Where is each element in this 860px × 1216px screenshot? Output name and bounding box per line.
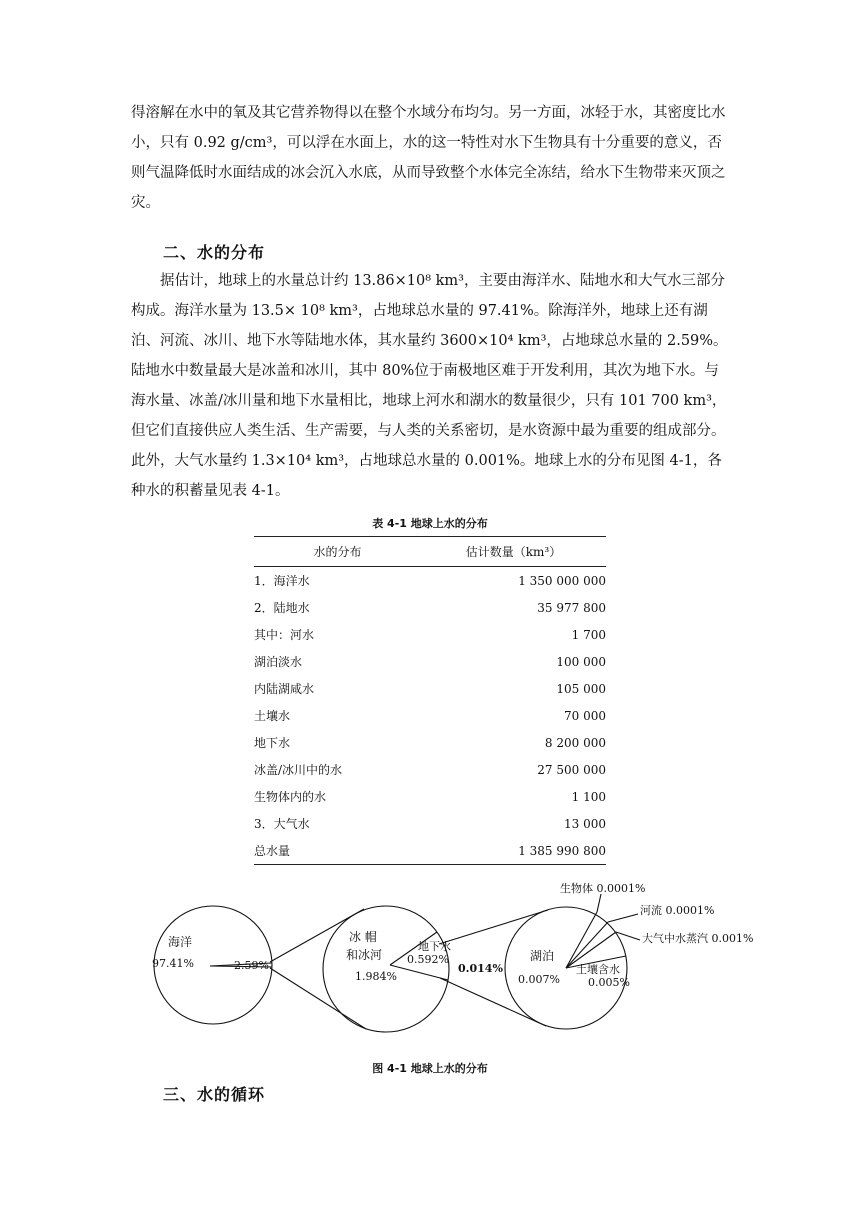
table-row <box>254 810 606 837</box>
atmospheric-water-label: 大气中水蒸汽 0.001% <box>642 932 754 945</box>
water-distribution-diagram <box>0 870 860 1050</box>
river-water-label: 河流 0.0001% <box>640 904 715 917</box>
row-label: 2．陆地水 <box>254 601 310 615</box>
soil-water-label: 土壤含水 <box>576 963 620 976</box>
lake-percent: 0.007% <box>518 973 560 986</box>
leader-line <box>597 894 601 912</box>
icecap-percent: 1.984% <box>355 970 397 983</box>
table-row <box>254 567 606 595</box>
distribution-paragraph: 据估计，地球上的水量总计约 13.86×10⁸ km³，主要由海洋水、陆地水和大气水三部分构成。海洋水量为 13.5× 10⁸ km³，占地球总水量的 97.41%。除海洋外，地球上还有湖泊、河流、冰川、地下水等陆地水体，其水量约 3600×10⁴ km³，占地球总水量的 2.59%。陆地水中数量最大是冰盖和冰川，其中 80%位于南极地区难于开发利用，其次为地下水。与海水量、冰盖/冰川量和地下水量相比，地球上河水和湖水的数量很少，只有 101 700 km³，但它们直接供应人类生活、生产需要，与人类的关系密切，是水资源中最为重要的组成部分。此外，大气水量约 1.3×10⁴ km³，占地球总水量的 0.001%。地球上水的分布见图 4-1，各种水的积蓄量见表 4-1。 <box>131 273 728 499</box>
figure-caption: 图 4-1 地球上水的分布 <box>372 1062 488 1075</box>
row-value: 105 000 <box>556 681 606 696</box>
groundwater-percent: 0.592% <box>407 953 449 966</box>
ocean-percent: 97.41% <box>152 957 194 970</box>
row-label: 生物体内的水 <box>254 790 327 804</box>
table-row <box>254 756 606 783</box>
row-label: 内陆湖咸水 <box>254 682 315 696</box>
ocean-slice-percent: 2.59% <box>234 959 269 972</box>
table-row <box>254 783 606 810</box>
table-header-row <box>254 537 606 567</box>
section-heading-cycle: 三、水的循环 <box>163 1085 266 1104</box>
table-row <box>254 648 606 675</box>
row-label: 湖泊淡水 <box>254 655 303 669</box>
biota-water-label: 生物体 0.0001% <box>560 882 646 895</box>
row-label: 总水量 <box>254 837 421 865</box>
intro-paragraph: 得溶解在水中的氧及其它营养物得以在整个水域分布均匀。另一方面，冰轻于水，其密度比水小，只有 0.92 g/cm³，可以浮在水面上，水的这一特性对水下生物具有十分重要的意义，否则气温降低时水面结成的冰会沉入水底，从而导致整个水体完全冻结，给水下生物带来灭顶之灾。 <box>131 105 726 211</box>
icecap-label-line1: 冰 帽 <box>349 930 377 944</box>
soil-water-percent: 0.005% <box>588 976 630 989</box>
table-row <box>254 729 606 756</box>
row-value: 13 000 <box>564 816 606 831</box>
lake-label: 湖泊 <box>530 949 555 963</box>
water-distribution-table <box>254 536 606 865</box>
column-header-amount: 估计数量（km³） <box>421 537 606 567</box>
row-value: 27 500 000 <box>537 762 606 777</box>
table-row <box>254 594 606 621</box>
groundwater-label: 地下水 <box>418 940 451 953</box>
table-row <box>254 675 606 702</box>
row-value: 8 200 000 <box>544 735 606 750</box>
row-value: 1 100 <box>571 789 606 804</box>
table-caption: 表 4-1 地球上水的分布 <box>372 517 488 530</box>
groundwater-slice-line <box>390 965 448 980</box>
row-label: 其中：河水 <box>254 628 315 642</box>
connector-line <box>270 968 366 1029</box>
ocean-label: 海洋 <box>168 935 193 949</box>
row-value: 1 385 990 800 <box>421 837 606 865</box>
connector-line <box>439 910 548 944</box>
leader-line <box>608 914 638 922</box>
row-label: 1．海洋水 <box>254 574 310 588</box>
between-percent: 0.014% <box>458 962 503 975</box>
row-value: 1 350 000 000 <box>518 573 606 588</box>
table-row-total <box>254 837 606 865</box>
icecap-label-line2: 和冰河 <box>346 948 383 962</box>
row-label: 3．大气水 <box>254 817 310 831</box>
row-label: 土壤水 <box>254 709 291 723</box>
row-label: 冰盖/冰川中的水 <box>254 763 343 777</box>
lake-slice-line <box>566 912 597 968</box>
row-value: 70 000 <box>564 708 606 723</box>
column-header-category: 水的分布 <box>254 537 421 567</box>
row-value: 1 700 <box>571 627 606 642</box>
row-value: 35 977 800 <box>537 600 606 615</box>
section-heading-distribution: 二、水的分布 <box>163 243 266 262</box>
row-label: 地下水 <box>254 736 291 750</box>
table-row <box>254 702 606 729</box>
table-row <box>254 621 606 648</box>
row-value: 100 000 <box>556 654 606 669</box>
